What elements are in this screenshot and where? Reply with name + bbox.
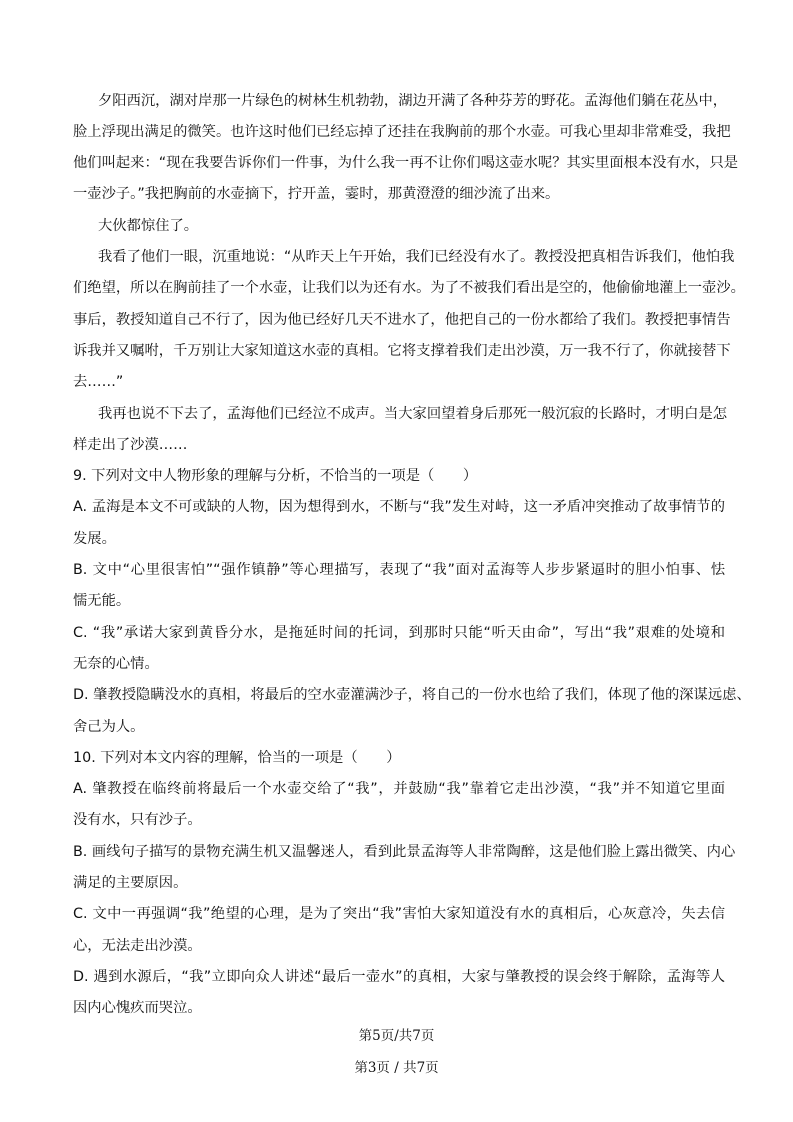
text-line: 们绝望，所以在胸前挂了一个水壶，让我们以为还有水。为了不被我们看出是空的，他偷偷地灌上一壶沙。: [73, 280, 745, 297]
text-line: 我再也说不下去了，孟海他们已经泣不成声。当大家回望着身后那死一般沉寂的长路时，才明白是怎: [98, 405, 728, 422]
text-line: 诉我并又嘱咐，千万别让大家知道这水壶的真相。它将支撑着我们走出沙漠，万一我不行了，你就接替下: [73, 342, 731, 359]
text-line: 样走出了沙漠……: [73, 436, 188, 453]
inner-page-number: 第5页/共7页: [358, 1028, 435, 1044]
text-line: 脸上浮现出满足的微笑。也许这时他们已经忘掉了还挂在我胸前的那个水壶。可我心里却非常难受，我把: [73, 123, 731, 140]
text-line: 10. 下列对本文内容的理解，恰当的一项是（ ）: [73, 749, 401, 766]
text-line: 他们叫起来：“现在我要告诉你们一件事，为什么我一再不让你们喝这壶水呢？其实里面根本没有水，只是: [73, 155, 739, 172]
text-line: 舍己为人。: [73, 718, 145, 735]
text-line: 去……”: [73, 374, 124, 391]
text-line: B. 文中“心里很害怕”“强作镇静”等心理描写，表现了“我”面对孟海等人步步紧逼时的胆小怕事、怯: [73, 562, 725, 578]
text-line: 发展。: [73, 530, 116, 547]
text-line: C. 文中一再强调“我”绝望的心理，是为了突出“我”害怕大家知道没有水的真相后，心灰意冷，失去信: [73, 906, 725, 923]
text-line: C. “我”承诺大家到黄昏分水，是拖延时间的托词，到那时只能“听天由命”，写出“我”艰难的处境和: [73, 624, 725, 641]
text-line: 心，无法走出沙漠。: [73, 937, 202, 954]
text-line: B. 画线句子描写的景物充满生机又温馨迷人，看到此景孟海等人非常陶醉，这是他们脸上露出微笑、内心: [73, 843, 736, 860]
text-line: 大伙都惊住了。: [98, 217, 199, 234]
text-line: A. 孟海是本文不可或缺的人物，因为想得到水，不断与“我”发生对峙，这一矛盾冲突推动了故事情节的: [73, 499, 725, 516]
text-line: A. 肇教授在临终前将最后一个水壶交给了“我”，并鼓励“我”靠着它走出沙漠，“我”并不知道它里面: [73, 781, 725, 798]
text-line: 懦无能。: [73, 593, 131, 610]
text-line: 事后，教授知道自己不行了，因为他已经好几天不进水了，他把自己的一份水都给了我们。教授把事情告: [73, 311, 731, 328]
text-line: 满足的主要原因。: [73, 875, 188, 891]
text-line: 因内心愧疚而哭泣。: [73, 1000, 202, 1017]
text-line: D. 遇到水源后，“我”立即向众人讲述“最后一壶水”的真相，大家与肇教授的误会终于解除，孟海等人: [73, 968, 725, 985]
text-line: D. 肇教授隐瞒没水的真相，将最后的空水壶灌满沙子，将自己的一份水也给了我们，体现了他的深谋远虑、: [73, 687, 751, 704]
text-line: 我看了他们一眼，沉重地说：“从昨天上午开始，我们已经没有水了。教授没把真相告诉我们，他怕我: [98, 249, 735, 265]
text-line: 一壶沙子。”我把胸前的水壶摘下，拧开盖，霎时，那黄澄澄的细沙流了出来。: [73, 186, 560, 203]
text-line: 没有水，只有沙子。: [73, 812, 202, 829]
text-line: 9. 下列对文中人物形象的理解与分析，不恰当的一项是（ ）: [73, 468, 478, 485]
text-line: 无奈的心情。: [73, 655, 159, 672]
text-line: 夕阳西沉，湖对岸那一片绿色的树林生机勃勃，湖边开满了各种芬芳的野花。孟海他们躺在花丛中，: [98, 92, 728, 109]
outer-page-number: 第3页 / 共7页: [354, 1060, 439, 1076]
